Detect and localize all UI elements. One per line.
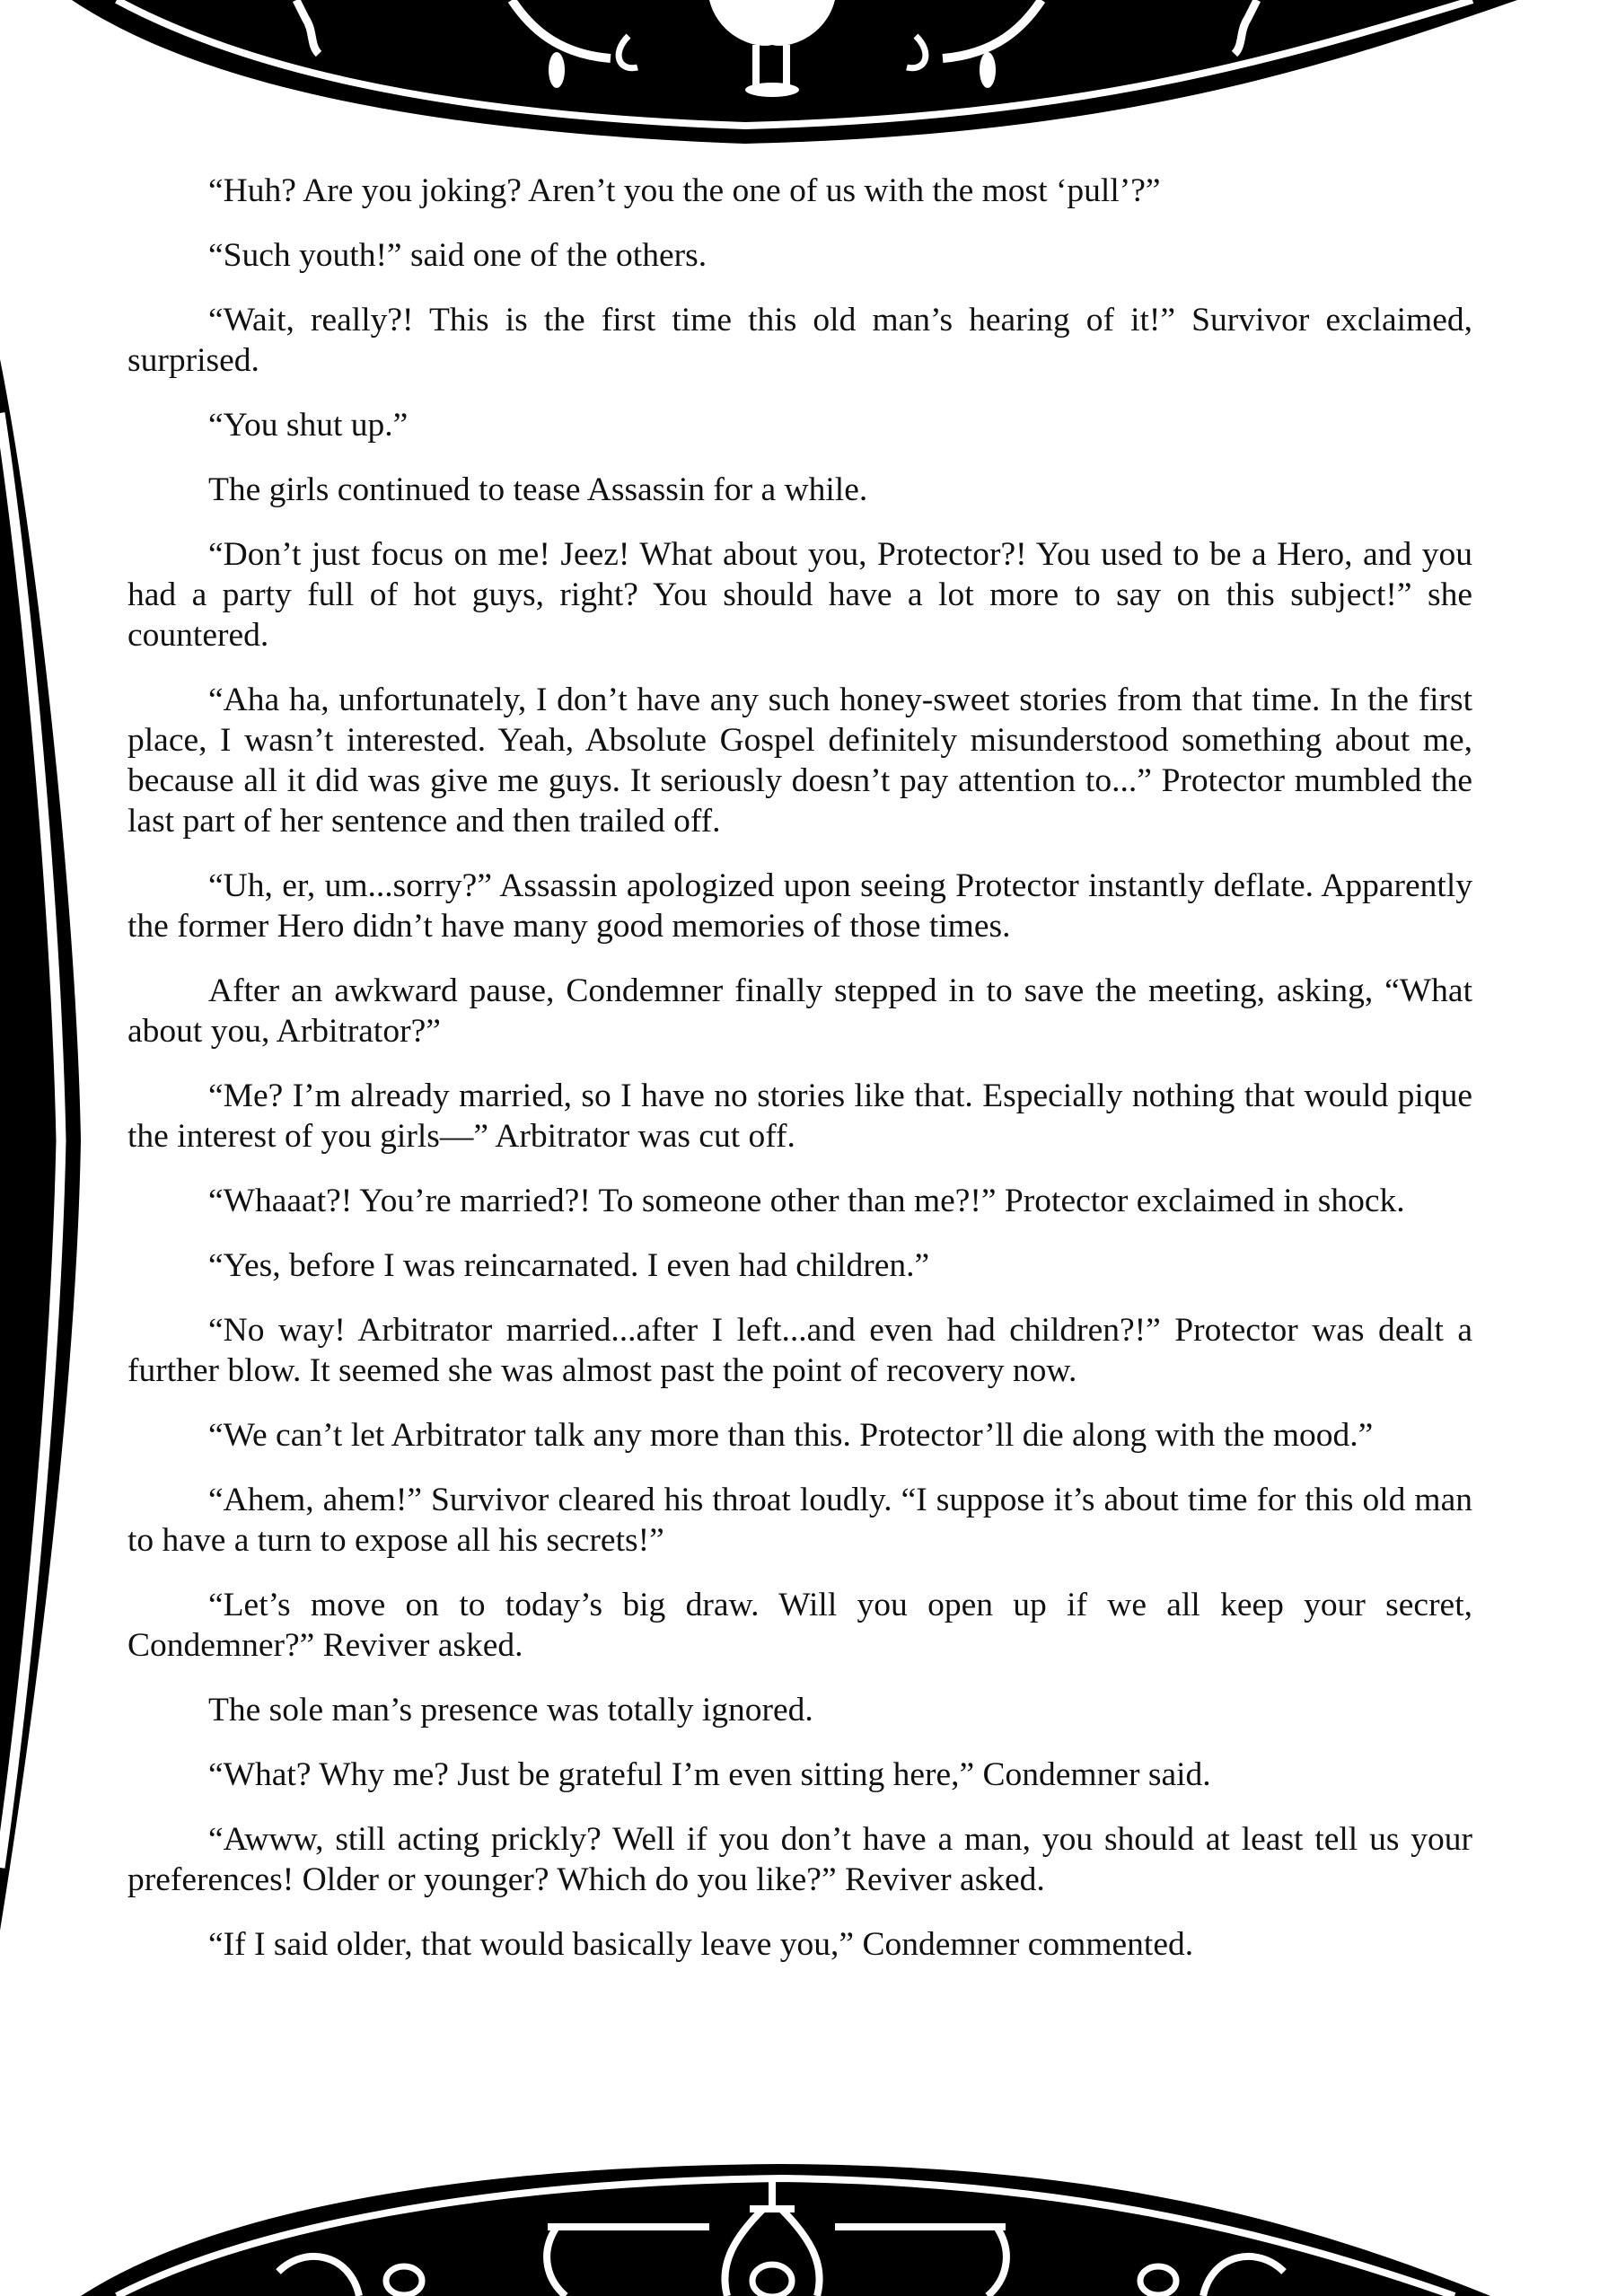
left-border-arc-icon xyxy=(0,359,99,1931)
paragraph: “Let’s move on to today’s big draw. Will you open up if we all keep your secret, Condemner?” Reviver asked. xyxy=(127,1587,1472,1664)
paragraph: “Yes, before I was reincarnated. I even had children.” xyxy=(208,1247,930,1284)
page-body xyxy=(127,171,1472,1989)
paragraph: “Uh, er, um...sorry?” Assassin apologized upon seeing Protector instantly deflate. Apparently the former Hero didn’t have many good memories of those times. xyxy=(127,867,1472,945)
paragraph: “What? Why me? Just be grateful I’m even sitting here,” Condemner said. xyxy=(208,1756,1211,1793)
paragraph: The sole man’s presence was totally ignored. xyxy=(208,1692,813,1729)
bottom-ornament-icon xyxy=(0,2155,1617,2296)
paragraph: “Awww, still acting prickly? Well if you don’t have a man, you should at least tell us your preferences! Older or younger? Which do you like?” Reviver asked. xyxy=(127,1821,1472,1898)
paragraph: After an awkward pause, Condemner finally stepped in to save the meeting, asking, “What about you, Arbitrator?” xyxy=(127,972,1472,1050)
paragraph: “No way! Arbitrator married...after I left...and even had children?!” Protector was dealt a further blow. It seemed she was almost past the point of recovery now. xyxy=(127,1312,1472,1389)
paragraph: The girls continued to tease Assassin for a while. xyxy=(208,471,868,508)
paragraph: “If I said older, that would basically leave you,” Condemner commented. xyxy=(208,1926,1194,1963)
paragraph: “Such youth!” said one of the others. xyxy=(208,237,707,274)
top-ornament-icon xyxy=(0,0,1617,153)
paragraph: “Huh? Are you joking? Aren’t you the one of us with the most ‘pull’?” xyxy=(208,172,1161,209)
paragraph: “Don’t just focus on me! Jeez! What about you, Protector?! You used to be a Hero, and you had a party full of hot guys, right? You should have a lot more to say on this subject!” she countered. xyxy=(127,536,1472,654)
paragraph: “Ahem, ahem!” Survivor cleared his throat loudly. “I suppose it’s about time for this old man to have a turn to expose all his secrets!” xyxy=(127,1482,1472,1559)
paragraph: “Aha ha, unfortunately, I don’t have any such honey-sweet stories from that time. In the first place, I wasn’t interested. Yeah, Absolute Gospel definitely misunderstood something about me, because all it did was give me guys. It seriously doesn’t pay attention to...” Protector mumbled the last part of her sentence and then trailed off. xyxy=(127,682,1472,840)
paragraph: “Me? I’m already married, so I have no stories like that. Especially nothing that would pique the interest of you girls—” Arbitrator was cut off. xyxy=(127,1078,1472,1155)
paragraph: “We can’t let Arbitrator talk any more than this. Protector’ll die along with the mood.” xyxy=(208,1417,1374,1454)
paragraph: “Wait, really?! This is the first time this old man’s hearing of it!” Survivor exclaimed, surprised. xyxy=(127,302,1472,379)
paragraph: “Whaaat?! You’re married?! To someone other than me?!” Protector exclaimed in shock. xyxy=(208,1183,1405,1219)
paragraph: “You shut up.” xyxy=(208,407,409,444)
